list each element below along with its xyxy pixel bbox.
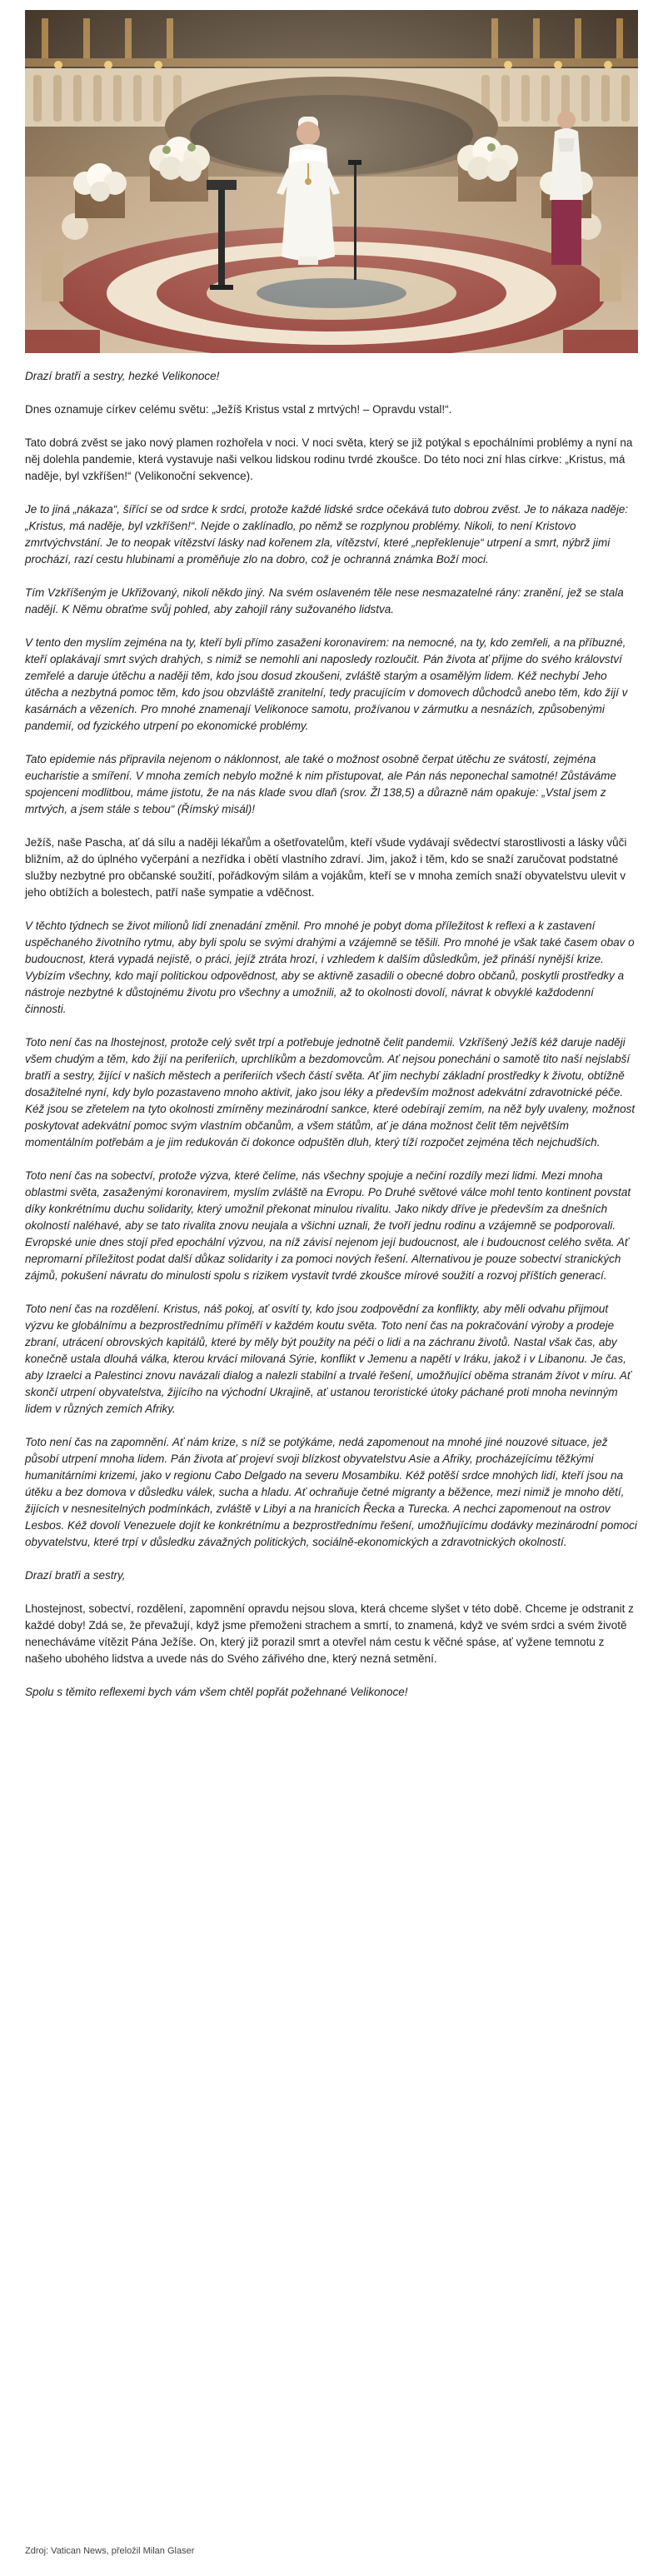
hero-photo [25, 10, 638, 353]
article-paragraph: Lhostejnost, sobectví, rozdělení, zapomnění opravdu nejsou slova, která chceme slyšet v této době. Chceme je odstranit z každé doby! Zdá se, že převažují, když jsme přemoženi strachem a smrtí, to znamená, když ve svém srdci a svém životě nenecháváme vítězit Pána Ježíše. On, který již porazil smrt a otevřel nám cestu k věčné spáse, ať vyžene temnotu z našeho ubohého lidstva a uvede nás do Svého zářivého dne, který nezná setmění. [25, 1602, 634, 1665]
article-paragraph: Tato dobrá zvěst se jako nový plamen rozhořela v noci. V noci světa, který se již potýkal s epochálními problémy a nyní na něj dolehla pandemie, která vystavuje naši velkou lidskou rodinu tvrdé zkoušce. Do této noci zní hlas církve: „Kristus, má naděje, byl vzkříšen!“ (Velikonoční sekvence). [25, 436, 633, 482]
article-body [25, 368, 638, 1717]
article-paragraph: Toto není čas na rozdělení. Kristus, náš pokoj, ať osvítí ty, kdo jsou zodpovědní za konflikty, aby měli odvahu přijmout výzvu ke globálnímu a bezprostřednímu příměří v každém koutu světa. Toto není čas na pokračování výroby a prodeje zbraní, utrácení obrovských kapitálů, které by měly být použity na péči o lidi a na záchranu životů. Nastal však čas, aby konečně ustala dlouhá válka, kterou krvácí milovaná Sýrie, konflikt v Jemenu a napětí v Iráku, jakož i v Libanonu. Je čas, aby Izraelci a Palestinci znovu navázali dialog a nalezli stabilní a trvalé řešení, umožňující oběma stranám žívot v míru. Ať skončí utrpení obyvatelstva, žijícího na východní Ukrajině, ať ustanou teroristické útoky páchané proti mnoha nevinným lidem v různých zemích Afriky. [25, 1303, 631, 1415]
article-paragraph: Tím Vzkříšeným je Ukřižovaný, nikoli někdo jiný. Na svém oslaveném těle nese nesmazatelné rány: zranění, jež se stala nadějí. K Němu obraťme svůj pohled, aby zahojil rány sužovaného lidstva. [25, 586, 624, 615]
article-paragraph: V tento den myslím zejména na ty, kteří byli přímo zasaženi koronavirem: na nemocné, na ty, kdo zemřeli, a na příbuzné, kteří oplakávají smrt svých drahých, s nimiž se nemohli ani naposledy rozloučit. Pán života ať přijme do svého království zemřelé a daruje útěchu a naději těm, kdo jsou dosud zkoušeni, zvláště starým a osamělým lidem. Kéž nechybí Jeho útěcha a nezbytná pomoc těm, kdo jsou obzvláště zranitelní, tedy pracujícím v domovech důchodců anebo těm, kdo žijí v kasárnách a vězeních. Pro mnohé znamenají Velikonoce samotu, prožívanou v zármutku a nesnázích, způsobenými pandemií, od fyzického utrpení po ekonomické problémy. [25, 636, 628, 732]
article-paragraph: Toto není čas na lhostejnost, protože celý svět trpí a potřebuje jednotně čelit pandemii. Vzkříšený Ježíš kéž daruje naději všem chudým a těm, kdo žijí na periferiích, uprchlíkům a bezdomovcům. Ať nejsou ponecháni o samotě tito naší nejslabší bratři a sestry, žijící v našich městech a periferiích všech částí světa. Ať jim nechybí základní prostředky k životu, obtížně dosažitelné nyní, kdy bylo pozastaveno mnoho aktivit, jako jsou léky a především možnost adekvátní zdravotnické péče. Kéž jsou se zřetelem na tyto okolnosti zmírněny mezinárodní sankce, které odebírají zemím, na něž byly uvaleny, možnost poskytovat adekvátní pomoc svým vlastním občanům, a všem státům, ať je dána možnost čelit těm největším momentálním potřebám a je jim redukován či dokonce odpuštěn dluh, který tíží rozpočet zejména těch nejchudších. [25, 1036, 636, 1148]
article-paragraph: V těchto týdnech se život milionů lidí znenadání změnil. Pro mnohé je pobyt doma příležitost k reflexi a k zastavení uspěchaného životního rytmu, aby byli spolu se svými drahými a vzájemně se těšili. Pro mnohé je však také časem obav o budoucnost, která vypadá nejistě, o práci, jejíž ztráta hrozí, i vzhledem k dalším důsledkům, jež přináší nynější krize. Vybízím všechny, kdo mají politickou odpovědnost, aby se aktivně zasadili o obecné dobro občanů, poskytli prostředky a nástroje nezbytné k důstojnému životu pro všechny a umožnili, až to okolnosti dovolí, návrat k obvyklé každodenní činnosti. [25, 919, 635, 1015]
article-paragraph: Tato epidemie nás připravila nejenom o náklonnost, ale také o možnost osobně čerpat útěchu ze svátostí, zejména eucharistie a smíření. V mnoha zemích nebylo možné k nim přistupovat, ale Pán nás neponechal samotné! Zůstáváme spojenceni modlitbou, máme jistotu, že na nás klade svou dlaň (srov. Žl 138,5) a důrazně nám opakuje: „Vstal jsem z mrtvých, a jsem stále s tebou“ (Římský misál)! [25, 753, 616, 815]
article-paragraph: Dnes oznamuje církev celému světu: „Ježíš Kristus vstal z mrtvých! – Opravdu vstal!“. [25, 403, 452, 416]
basilica-easter-scene-image [25, 10, 638, 353]
article-paragraph: Toto není čas na sobectví, protože výzva, které čelíme, nás všechny spojuje a nečiní rozdíly mezi lidmi. Mezi mnoha oblastmi světa, zasaženými koronavirem, myslím zvláště na Evropu. Po Druhé světové válce mohl tento kontinent povstat díky konkrétnímu duchu solidarity, který umožnil překonat minulou rivalitu. Jako nikdy dříve je především za dnešních okolností naléhavé, aby se tato rivalita znovu neujala a všichni uznali, že tvoří jednu rodinu a vzájemně se podporovali. Evropské unie dnes stojí před epochální výzvou, na níž závisí nejenom její budoucnost, ale i budoucnost celého světa. Ať nepromarní příležitost podat další důkaz solidarity i za pomoci nových řešení. Alternativou je pouze sobectví stranických zájmů, pokušení návratu do minulosti spolu s rizikem vystavit tvrdé zkoušce mírové soužití a rozvoj příštích generací. [25, 1169, 631, 1282]
article-paragraph: Ježíš, naše Pascha, ať dá sílu a naději lékařům a ošetřovatelům, kteří všude vydávají svědectví starostlivosti a lásky vůči bližním, až do úplného vyčerpání a nezřídka i obětí vlastního zdraví. Jim, jakož i těm, kdo se snaží zaručovat podstatné služby nezbytné pro občanské soužití, pořádkovým silám a vojákům, kteří se v mnoha zemích snaží obyvatelstvu ulevit v jeho obtížích a bolestech, patří naše sympatie a vděčnost. [25, 836, 627, 899]
article-paragraph: Je to jiná „nákaza“, šířící se od srdce k srdci, protože každé lidské srdce očekává tuto dobrou zvěst. Je to nákaza naděje: „Kristus, má naděje, byl vzkříšen!“. Nejde o zaklínadlo, po němž se rozplynou problémy. Nikoli, to není Kristovo zmrtvýchvstání. Je to neopak vítězství lásky nad kořenem zla, vítězství, které „nepřeklenuje“ utrpení a smrt, nýbrž jimi prochází, razí cestu hlubinami a proměňuje zlo na dobro, což je ochranná známka Boží moci. [25, 503, 629, 566]
source-credit: Zdroj: Vatican News, přeložil Milan Glaser [25, 2546, 195, 2556]
closing-greeting-paragraph: Drazí bratři a sestry, [25, 1569, 126, 1582]
greeting-paragraph: Drazí bratři a sestry, hezké Velikonoce! [25, 370, 220, 382]
closing-paragraph: Spolu s těmito reflexemi bych vám všem chtěl popřát požehnané Velikonoce! [25, 1686, 408, 1698]
article-paragraph: Toto není čas na zapomnění. Ať nám krize, s níž se potýkáme, nedá zapomenout na mnohé jiné nouzové situace, jež působí utrpení mnoha lidem. Pán života ať projeví svoji blízkost obyvatelstvu Asie a Afriky, procházejícímu těžkými humanitárními krizemi, jako v regionu Cabo Delgado na severu Mosambiku. Kéž potěší srdce mnohých lidí, kteří jsou na útěku a bez domova v důsledku válek, sucha a hladu. Ať ochraňuje četné migranty a běžence, mezi nimiž je mnoho dětí, žijících v nesnesitelných podmínkách, zvláště v Libyi a na hranicích Řecka a Turecka. A nechci zapomenout na ostrov Lesbos. Kéž dovolí Venezuele dojít ke konkrétnímu a bezprostřednímu řešení, umožňujícímu dodávky mezinárodní pomoci obyvatelstvu, které trpí v důsledku závažných politických, sociálně-ekonomických a zdravotnických okolností. [25, 1436, 637, 1548]
